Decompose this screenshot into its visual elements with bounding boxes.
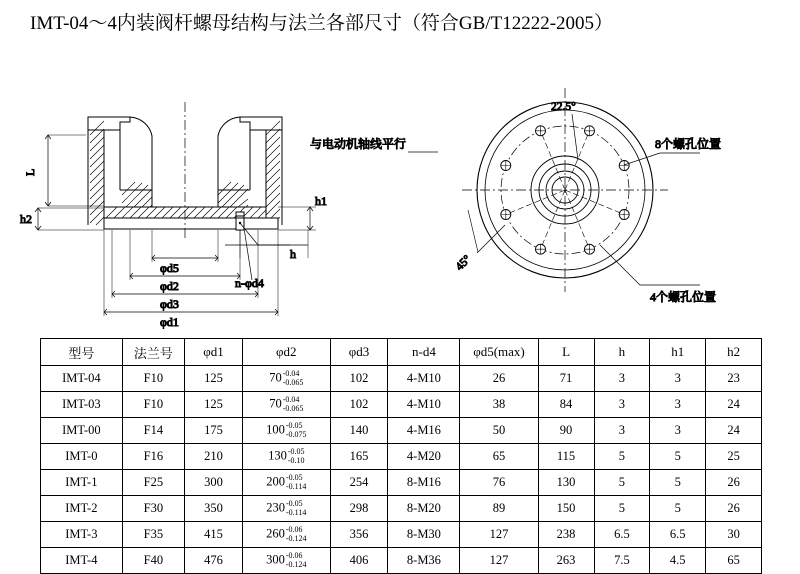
cell-d2-tolerance — [286, 422, 307, 439]
cell-d2 — [242, 522, 330, 548]
table-row — [41, 444, 762, 470]
cell-model: IMT-2 — [41, 496, 123, 522]
angle-22-5-label: 22.5° — [551, 101, 576, 113]
cell-d3: 140 — [330, 418, 388, 444]
cell-flange: F35 — [122, 522, 184, 548]
cell-h2: 23 — [706, 366, 762, 392]
drawing-svg — [0, 40, 800, 330]
cell-d5: 38 — [460, 392, 538, 418]
angle-45-label: 45° — [453, 253, 474, 274]
col-header-model: 型号 — [41, 339, 123, 366]
cell-d2-tol-upper: -0.06 — [285, 525, 303, 535]
cell-d1: 125 — [185, 366, 243, 392]
cell-flange: F40 — [122, 548, 184, 574]
cell-h: 3 — [594, 392, 650, 418]
cell-d5: 65 — [460, 444, 538, 470]
col-header-h: h — [594, 339, 650, 366]
cell-d2-base: 70 — [269, 396, 282, 411]
cell-d2-tol-lower: -0.065 — [282, 377, 304, 387]
parallel-note-label: 与电动机轴线平行 — [310, 137, 407, 151]
cell-d2-tolerance — [286, 500, 306, 517]
cell-h: 3 — [594, 418, 650, 444]
table-row — [41, 496, 762, 522]
cell-d2-tol-lower: -0.075 — [285, 429, 307, 439]
cell-d2-base: 130 — [268, 448, 287, 463]
cell-h1: 3 — [650, 418, 706, 444]
cell-d2-tol-lower: -0.114 — [285, 481, 307, 491]
cell-L: 130 — [538, 470, 594, 496]
col-header-flange: 法兰号 — [122, 339, 184, 366]
cell-d2-tol-lower: -0.124 — [285, 533, 307, 543]
table-row — [41, 522, 762, 548]
table-row — [41, 366, 762, 392]
col-header-d1: φd1 — [185, 339, 243, 366]
table-row — [41, 418, 762, 444]
cell-nd4: 8-M36 — [388, 548, 460, 574]
table-header-row — [41, 339, 762, 366]
cell-L: 115 — [538, 444, 594, 470]
cell-d5: 26 — [460, 366, 538, 392]
cell-L: 263 — [538, 548, 594, 574]
cell-flange: F14 — [122, 418, 184, 444]
cell-d2-base: 200 — [266, 474, 285, 489]
cell-nd4: 4-M16 — [388, 418, 460, 444]
cell-model: IMT-04 — [41, 366, 123, 392]
dim-d5-label: φd5 — [160, 261, 179, 275]
cell-d5: 127 — [460, 548, 538, 574]
cell-d2 — [242, 496, 330, 522]
cell-d2-tol-upper: -0.04 — [282, 395, 300, 405]
spec-table — [40, 338, 762, 574]
cell-d5: 76 — [460, 470, 538, 496]
col-header-L: L — [538, 339, 594, 366]
cell-h1: 3 — [650, 392, 706, 418]
cell-d2 — [242, 470, 330, 496]
cell-d2-tol-lower: -0.10 — [287, 455, 305, 465]
cell-model: IMT-4 — [41, 548, 123, 574]
cell-model: IMT-00 — [41, 418, 123, 444]
cell-d5: 89 — [460, 496, 538, 522]
cell-d2-tolerance — [283, 370, 304, 387]
cell-d2-base: 260 — [266, 526, 285, 541]
dim-h-label: h — [290, 247, 296, 261]
cell-d2-tol-lower: -0.065 — [282, 403, 304, 413]
cell-nd4: 4-M10 — [388, 366, 460, 392]
col-header-h2: h2 — [706, 339, 762, 366]
cell-d2-tol-upper: -0.05 — [287, 447, 305, 457]
table-row — [41, 548, 762, 574]
cell-L: 238 — [538, 522, 594, 548]
cell-d2-tolerance — [283, 396, 304, 413]
holes-4-label: 4个螺孔位置 — [650, 290, 717, 304]
cell-d3: 102 — [330, 366, 388, 392]
cell-h2: 26 — [706, 496, 762, 522]
cell-L: 84 — [538, 392, 594, 418]
cell-nd4: 8-M16 — [388, 470, 460, 496]
cell-h2: 24 — [706, 418, 762, 444]
cell-d2 — [242, 548, 330, 574]
dim-L-label: L — [23, 168, 37, 176]
cell-h1: 5 — [650, 496, 706, 522]
cell-d3: 165 — [330, 444, 388, 470]
cell-d1: 300 — [185, 470, 243, 496]
cell-d2-tol-upper: -0.04 — [282, 369, 300, 379]
dim-h2-label: h2 — [20, 212, 32, 226]
cell-flange: F10 — [122, 392, 184, 418]
cell-d2-tol-upper: -0.05 — [285, 473, 303, 483]
cell-h1: 4.5 — [650, 548, 706, 574]
cell-h2: 65 — [706, 548, 762, 574]
cell-h: 5 — [594, 470, 650, 496]
cell-d1: 125 — [185, 392, 243, 418]
cell-d3: 254 — [330, 470, 388, 496]
table-row — [41, 392, 762, 418]
cell-nd4: 4-M20 — [388, 444, 460, 470]
dim-nd4-label: n-φd4 — [235, 276, 264, 290]
cell-h2: 25 — [706, 444, 762, 470]
cell-h1: 5 — [650, 444, 706, 470]
cell-h: 6.5 — [594, 522, 650, 548]
cell-L: 71 — [538, 366, 594, 392]
cell-flange: F25 — [122, 470, 184, 496]
dim-h1-label: h1 — [315, 194, 327, 208]
cell-d1: 210 — [185, 444, 243, 470]
cell-nd4: 8-M30 — [388, 522, 460, 548]
cell-flange: F30 — [122, 496, 184, 522]
cell-nd4: 4-M10 — [388, 392, 460, 418]
cell-h1: 6.5 — [650, 522, 706, 548]
holes-8-label: 8个螺孔位置 — [655, 137, 722, 151]
cell-model: IMT-3 — [41, 522, 123, 548]
cell-model: IMT-1 — [41, 470, 123, 496]
cell-d2-tolerance — [286, 474, 306, 491]
col-header-nd4: n-d4 — [388, 339, 460, 366]
cell-d5: 50 — [460, 418, 538, 444]
cell-d2-base: 70 — [269, 370, 282, 385]
cell-model: IMT-0 — [41, 444, 123, 470]
cell-d2-base: 300 — [266, 552, 285, 567]
cell-flange: F10 — [122, 366, 184, 392]
cell-d1: 350 — [185, 496, 243, 522]
cell-d1: 415 — [185, 522, 243, 548]
cell-d5: 127 — [460, 522, 538, 548]
cell-d3: 102 — [330, 392, 388, 418]
cell-d2-tol-lower: -0.114 — [285, 507, 307, 517]
page-title: IMT-04～4内装阀杆螺母结构与法兰各部尺寸（符合GB/T12222-2005） — [30, 13, 614, 34]
cell-d2 — [242, 444, 330, 470]
cell-flange: F16 — [122, 444, 184, 470]
cell-h2: 30 — [706, 522, 762, 548]
cell-h2: 24 — [706, 392, 762, 418]
cell-L: 150 — [538, 496, 594, 522]
table-row — [41, 470, 762, 496]
cell-d2-tolerance — [286, 552, 307, 569]
cell-h: 7.5 — [594, 548, 650, 574]
dim-d3-label: φd3 — [160, 297, 179, 311]
cell-d3: 298 — [330, 496, 388, 522]
cell-h: 5 — [594, 496, 650, 522]
cell-d2 — [242, 392, 330, 418]
cell-d2-base: 230 — [266, 500, 285, 515]
table-body — [41, 366, 762, 574]
cell-d3: 356 — [330, 522, 388, 548]
dim-d1-label: φd1 — [160, 315, 179, 329]
cell-d1: 476 — [185, 548, 243, 574]
cell-h1: 5 — [650, 470, 706, 496]
cell-model: IMT-03 — [41, 392, 123, 418]
cell-d2-tolerance — [288, 448, 305, 465]
col-header-h1: h1 — [650, 339, 706, 366]
cell-d3: 406 — [330, 548, 388, 574]
col-header-d5: φd5(max) — [460, 339, 538, 366]
dim-d2-label: φd2 — [160, 279, 179, 293]
cell-h: 5 — [594, 444, 650, 470]
cell-nd4: 8-M20 — [388, 496, 460, 522]
cell-h: 3 — [594, 366, 650, 392]
cell-d2-tolerance — [286, 526, 307, 543]
cell-d1: 175 — [185, 418, 243, 444]
cell-h1: 3 — [650, 366, 706, 392]
cell-d2 — [242, 366, 330, 392]
cell-d2-base: 100 — [266, 422, 285, 437]
cell-d2-tol-upper: -0.06 — [285, 551, 303, 561]
cell-d2-tol-upper: -0.05 — [285, 421, 303, 431]
cell-h2: 26 — [706, 470, 762, 496]
cell-L: 90 — [538, 418, 594, 444]
cell-d2-tol-upper: -0.05 — [285, 499, 303, 509]
col-header-d2: φd2 — [242, 339, 330, 366]
cell-d2 — [242, 418, 330, 444]
spec-table-container — [40, 338, 762, 574]
cell-d2-tol-lower: -0.124 — [285, 559, 307, 569]
col-header-d3: φd3 — [330, 339, 388, 366]
technical-drawing — [0, 40, 800, 330]
